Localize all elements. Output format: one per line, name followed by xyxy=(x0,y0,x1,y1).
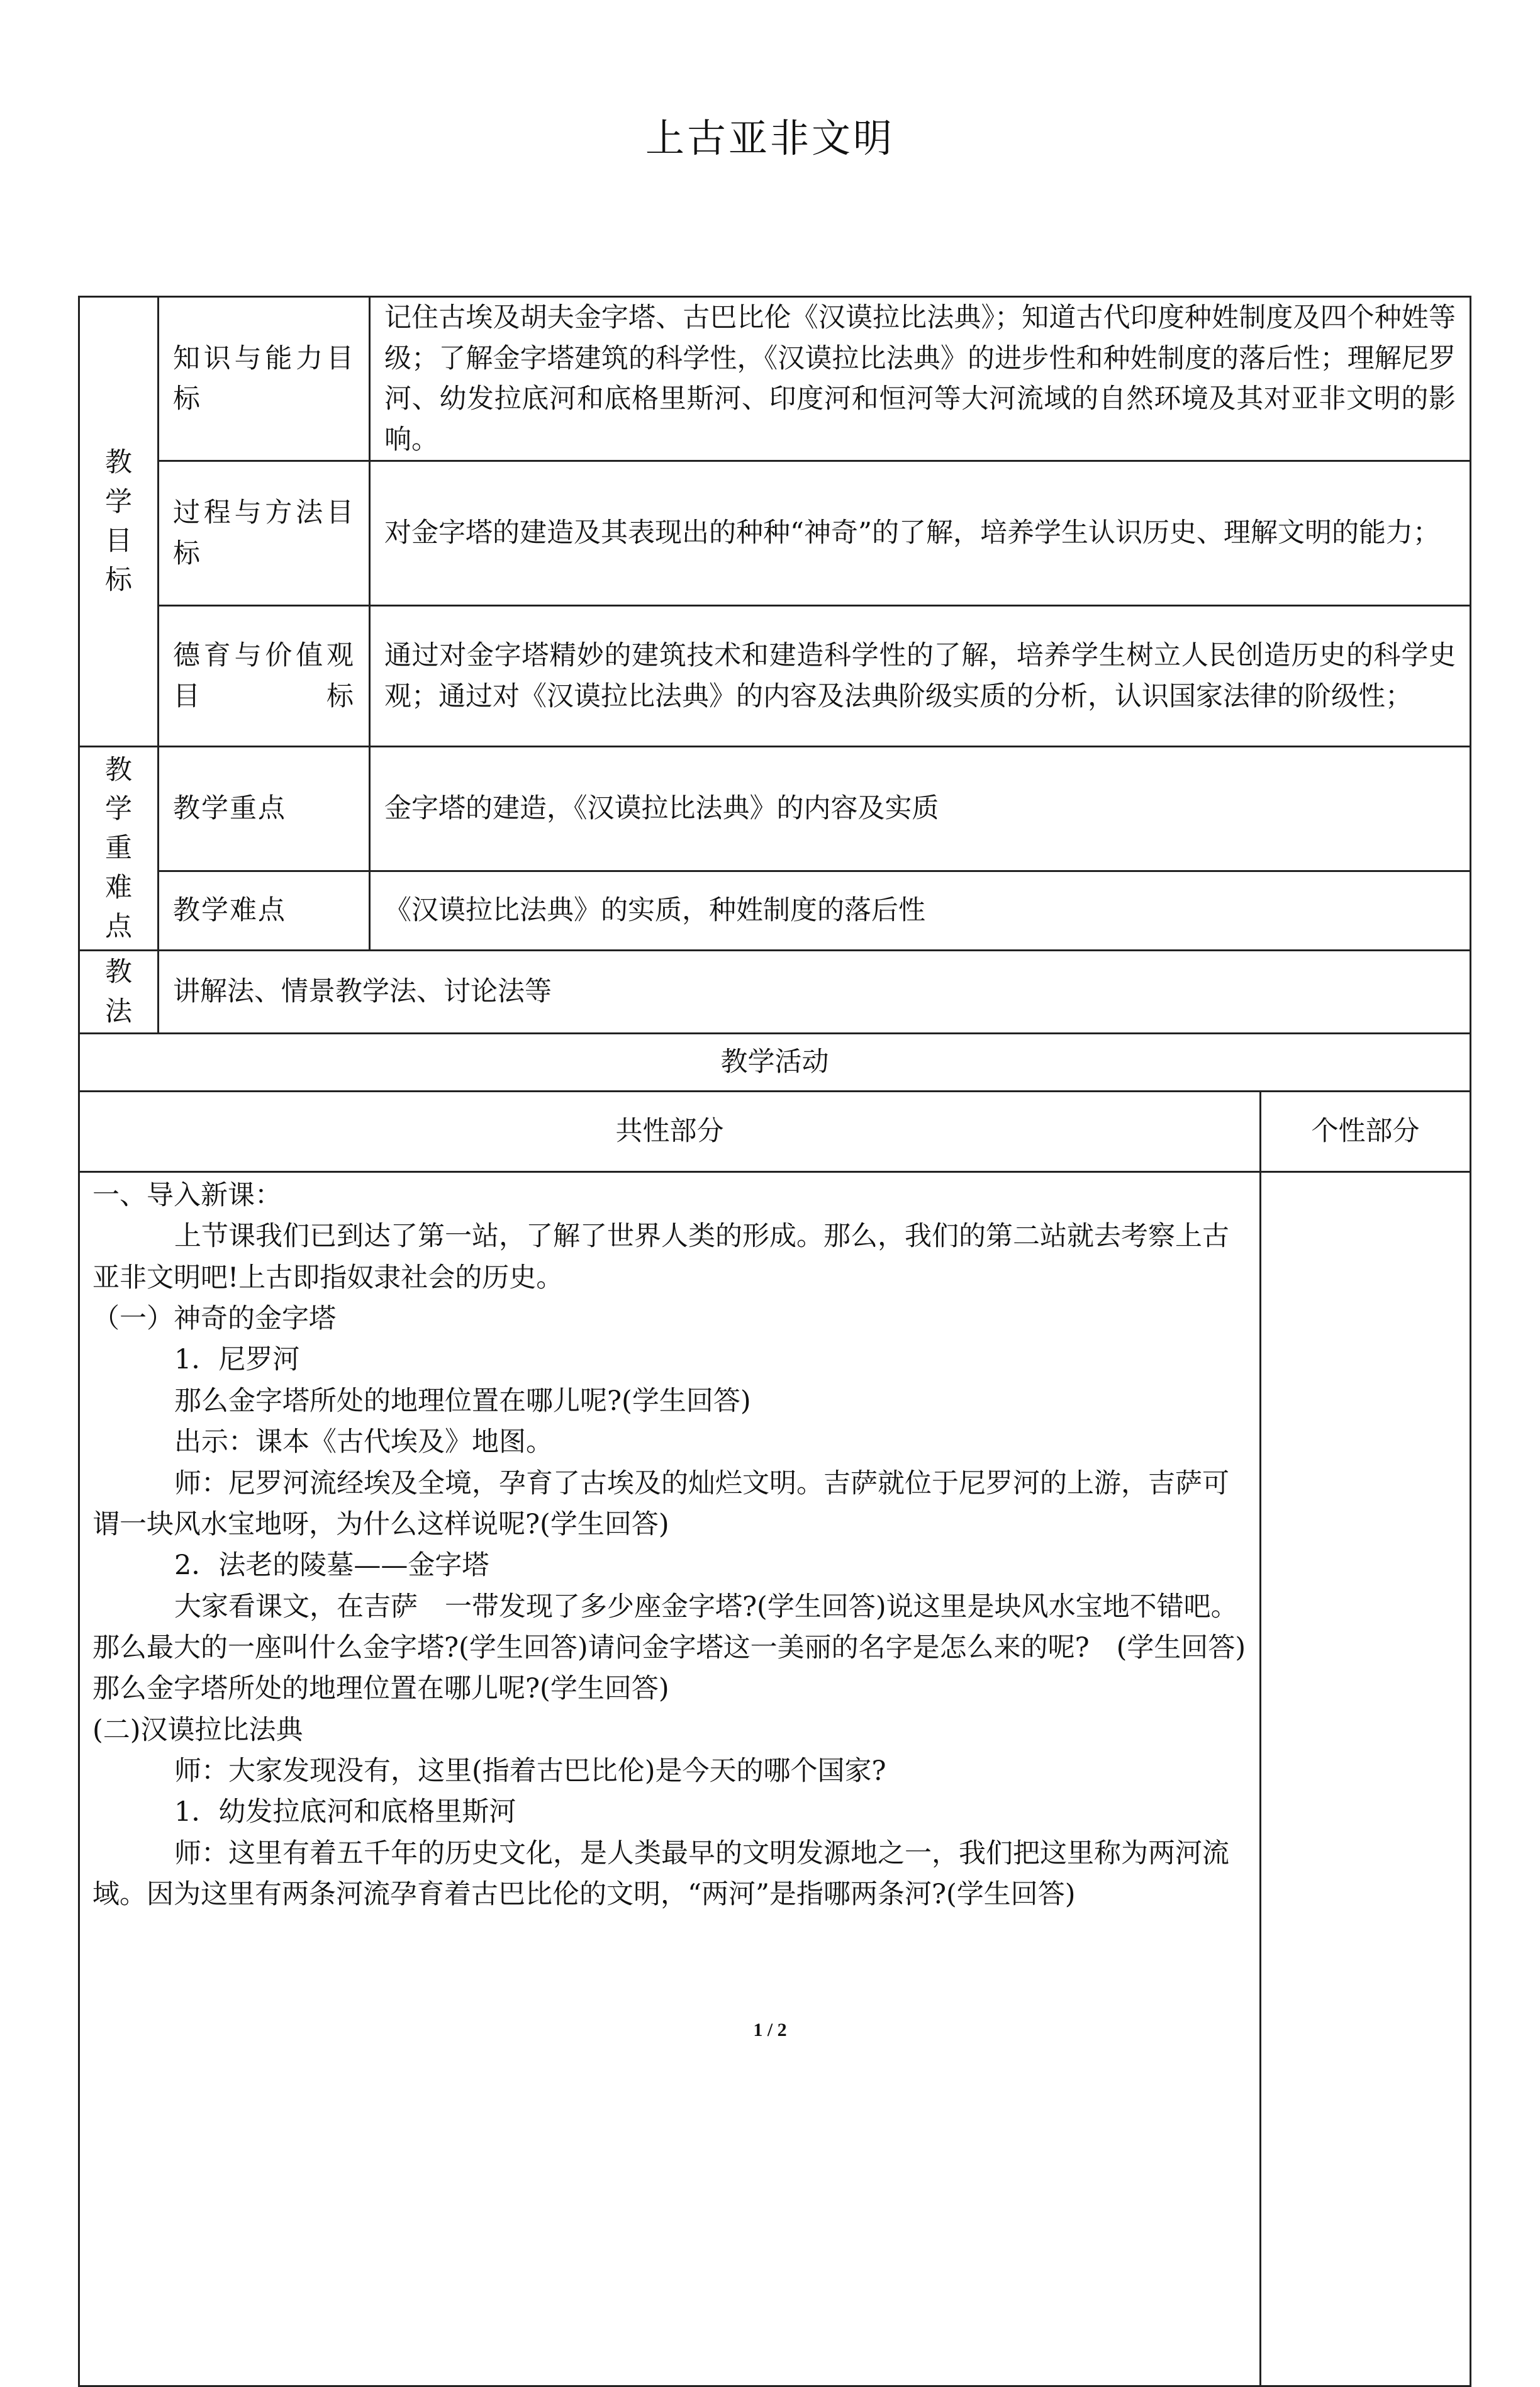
paragraph: 那么金字塔所处的地理位置在哪儿呢?(学生回答) xyxy=(92,1673,669,1705)
objective-label: 德育与价值观目标 xyxy=(159,606,370,747)
subheading: 1．幼发拉底河和底格里斯河 xyxy=(174,1796,516,1828)
method-text: 讲解法、情景教学法、讨论法等 xyxy=(159,951,1471,1034)
difficult-point-text: 《汉谟拉比法典》的实质，种姓制度的落后性 xyxy=(370,871,1471,951)
objective-row-process xyxy=(79,461,1471,606)
activities-header: 教学活动 xyxy=(79,1034,1471,1092)
method-group-label: 教 法 xyxy=(79,951,159,1034)
paragraph: 大家看课文，在吉萨 一带发现了多少座金字塔?(学生回答)说这里是块风水宝地不错吧。那么最大的一座叫什么金字塔?(学生回答)请问金字塔这一美丽的名字是怎么来的呢? (学生回答) xyxy=(92,1590,1246,1663)
objective-text: 对金字塔的建造及其表现出的种种“神奇”的了解，培养学生认识历史、理解文明的能力； xyxy=(370,461,1471,606)
objective-label: 知识与能力目标 xyxy=(159,297,370,461)
section-heading: 一、导入新课： xyxy=(92,1180,282,1211)
paragraph: 那么金字塔所处的地理位置在哪儿呢?(学生回答) xyxy=(174,1385,751,1417)
activities-content xyxy=(79,1172,1261,2386)
personal-part-cell xyxy=(1261,1172,1471,2386)
objective-row-values xyxy=(79,606,1471,747)
method-row xyxy=(79,951,1471,1034)
subheading: 1．尼罗河 xyxy=(174,1344,300,1376)
key-point-label: 教学重点 xyxy=(159,747,370,871)
paragraph: 师：这里有着五千年的历史文化，是人类最早的文明发源地之一，我们把这里称为两河流域。因为这里有两条河流孕育着古巴比伦的文明，“两河”是指哪两条河?(学生回答) xyxy=(92,1837,1229,1911)
subheading: 2．法老的陵墓——金字塔 xyxy=(174,1550,489,1582)
objectives-group-label: 教 学 目 标 xyxy=(79,297,159,747)
objective-label: 过程与方法目标 xyxy=(159,461,370,606)
activities-content-row xyxy=(79,1172,1471,2386)
objective-text: 记住古埃及胡夫金字塔、古巴比伦《汉谟拉比法典》；知道古代印度种姓制度及四个种姓等级；了解金字塔建筑的科学性，《汉谟拉比法典》的进步性和种姓制度的落后性；理解尼罗河、幼发拉底河和底格里斯河、印度河和恒河等大河流域的自然环境及其对亚非文明的影响。 xyxy=(370,297,1471,461)
section-heading: (二)汉谟拉比法典 xyxy=(92,1714,303,1746)
key-point-row xyxy=(79,747,1471,871)
paragraph: 师：大家发现没有，这里(指着古巴比伦)是今天的哪个国家? xyxy=(174,1755,886,1787)
difficult-point-row xyxy=(79,871,1471,951)
activities-column-header-row xyxy=(79,1092,1471,1172)
difficult-point-label: 教学难点 xyxy=(159,871,370,951)
objective-text: 通过对金字塔精妙的建筑技术和建造科学性的了解，培养学生树立人民创造历史的科学史观；通过对《汉谟拉比法典》的内容及法典阶级实质的分析，认识国家法律的阶级性； xyxy=(370,606,1471,747)
key-points-group-label: 教 学 重 难 点 xyxy=(79,747,159,951)
personal-part-header: 个性部分 xyxy=(1261,1092,1471,1172)
lesson-plan-table xyxy=(78,296,1471,2387)
paragraph: 上节课我们已到达了第一站，了解了世界人类的形成。那么，我们的第二站就去考察上古亚非文明吧!上古即指奴隶社会的历史。 xyxy=(92,1221,1229,1294)
activities-header-row xyxy=(79,1034,1471,1092)
paragraph: 出示：课本《古代埃及》地图。 xyxy=(174,1426,553,1458)
page-number: 1 / 2 xyxy=(753,2020,787,2040)
common-part-header: 共性部分 xyxy=(79,1092,1261,1172)
section-heading: （一）神奇的金字塔 xyxy=(92,1303,336,1335)
key-point-text: 金字塔的建造，《汉谟拉比法典》的内容及实质 xyxy=(370,747,1471,871)
paragraph: 师：尼罗河流经埃及全境，孕育了古埃及的灿烂文明。吉萨就位于尼罗河的上游，吉萨可谓一块风水宝地呀，为什么这样说呢?(学生回答) xyxy=(92,1467,1229,1540)
objective-row-knowledge xyxy=(79,297,1471,461)
document-title: 上古亚非文明 xyxy=(645,115,895,161)
